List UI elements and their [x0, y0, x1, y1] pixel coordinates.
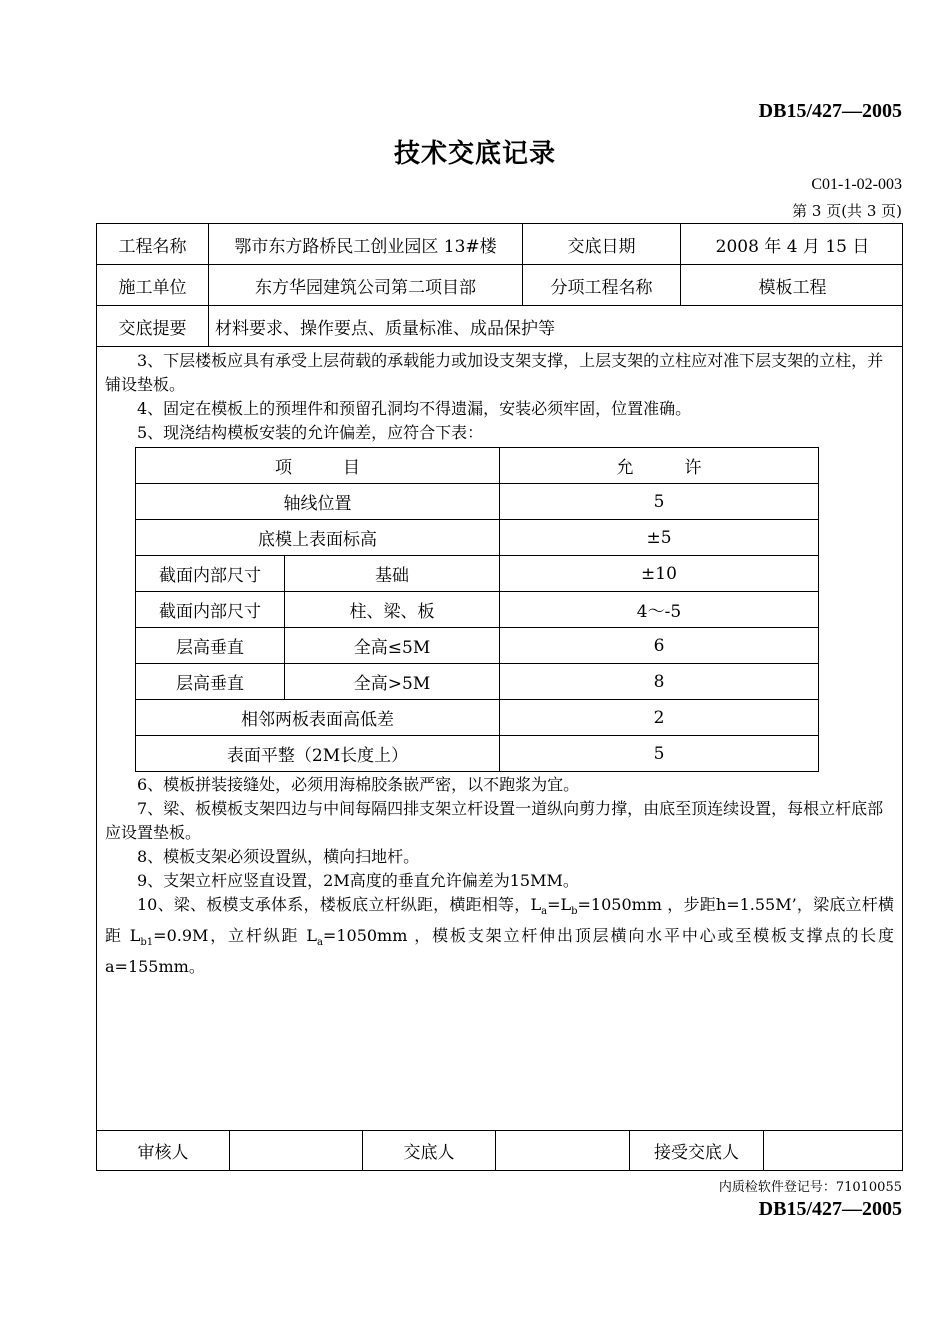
row-sub: 柱、梁、板 — [285, 592, 500, 628]
row-item: 截面内部尺寸 — [136, 556, 285, 592]
row-item: 层高垂直 — [136, 628, 285, 664]
page-title: 技术交底记录 — [393, 139, 556, 169]
content-lower — [105, 773, 894, 979]
table-row — [136, 628, 819, 664]
subproject-label: 分项工程名称 — [523, 265, 681, 305]
table-header-row — [136, 448, 819, 484]
header-item: 项 目 — [136, 448, 500, 484]
row-item: 相邻两板表面高低差 — [136, 700, 500, 736]
table-row — [136, 664, 819, 700]
project-name-label: 工程名称 — [97, 224, 209, 264]
info-row-project — [97, 224, 902, 265]
receiver-field[interactable] — [764, 1131, 904, 1170]
discloser-field[interactable] — [496, 1131, 630, 1170]
header-allow: 允 许 — [500, 448, 819, 484]
summary-value: 材料要求、操作要点、质量标准、成品保护等 — [215, 318, 555, 339]
paragraph-8: 8、模板支架必须设置纵，横向扫地杆。 — [137, 847, 420, 866]
table-row — [136, 592, 819, 628]
table-row — [136, 556, 819, 592]
tolerance-table — [135, 447, 819, 772]
reviewer-field[interactable] — [230, 1131, 363, 1170]
row-item: 表面平整（2M长度上） — [136, 736, 500, 772]
project-name-value: 鄂市东方路桥民工创业园区 13#楼 — [209, 224, 523, 264]
row-item: 底模上表面标高 — [136, 520, 500, 556]
paragraph-4: 4、固定在模板上的预埋件和预留孔洞均不得遗漏，安装必须牢固，位置准确。 — [137, 399, 692, 418]
paragraph-5: 5、现浇结构模板安装的允许偏差，应符合下表： — [137, 423, 484, 442]
paragraph-10: 10、梁、板模支承体系，楼板底立杆纵距，横距相等，$L_a=L_b=1050mm$ ，步距h=1.55M’，梁底立杆横距 $L_{b1}=0.9M$，立杆纵距 $L_a=1050mm$ ，模板支架立杆伸出顶层横向水平中心或至模板支撑点的长度 a=155mm。 — [105, 895, 895, 977]
date-value: 2008 年 4 月 15 日 — [715, 236, 870, 257]
paragraph-9: 9、支架立杆应竖直设置，2M高度的垂直允许偏差为15MM。 — [137, 871, 579, 890]
info-row-unit — [97, 265, 902, 306]
table-row — [136, 484, 819, 520]
discloser-label: 交底人 — [363, 1131, 496, 1170]
unit-value: 东方华园建筑公司第二项目部 — [209, 265, 523, 305]
paragraph-7: 7、梁、板模板支架四边与中间每隔四排支架立杆设置一道纵向剪力撑，由底至顶连续设置，每根立杆底部应设置垫板。 — [105, 799, 884, 842]
standard-number-footer: DB15/427—2005 — [758, 1198, 902, 1220]
reviewer-label: 审核人 — [97, 1131, 230, 1170]
row-allow: ±10 — [500, 556, 819, 592]
table-row — [136, 736, 819, 772]
content-upper — [105, 349, 894, 445]
row-sub: 基础 — [285, 556, 500, 592]
standard-number: DB15/427—2005 — [758, 100, 902, 122]
date-label: 交底日期 — [523, 224, 681, 264]
info-row-summary — [97, 306, 902, 347]
table-row — [136, 520, 819, 556]
row-allow: 5 — [500, 736, 819, 772]
summary-label: 交底提要 — [97, 306, 209, 346]
row-item: 截面内部尺寸 — [136, 592, 285, 628]
row-allow: 4～-5 — [500, 592, 819, 628]
receiver-label: 接受交底人 — [630, 1131, 764, 1170]
row-allow: 8 — [500, 664, 819, 700]
row-allow: 6 — [500, 628, 819, 664]
table-row — [136, 700, 819, 736]
page-number: 第 3 页(共 3 页) — [792, 202, 902, 220]
row-allow: ±5 — [500, 520, 819, 556]
row-allow: 5 — [500, 484, 819, 520]
row-allow: 2 — [500, 700, 819, 736]
row-item: 轴线位置 — [136, 484, 500, 520]
paragraph-3: 3、下层楼板应具有承受上层荷载的承载能力或加设支架支撑，上层支架的立柱应对准下层支架的立柱，并铺设垫板。 — [105, 351, 884, 394]
signature-row — [97, 1130, 902, 1170]
row-item: 层高垂直 — [136, 664, 285, 700]
row-sub: 全高>5M — [285, 664, 500, 700]
document-code: C01-1-02-003 — [811, 176, 902, 193]
unit-label: 施工单位 — [97, 265, 209, 305]
subproject-value: 模板工程 — [758, 277, 827, 298]
row-sub: 全高≤5M — [285, 628, 500, 664]
paragraph-6: 6、模板拼装接缝处，必须用海棉胶条嵌严密，以不跑浆为宜。 — [137, 775, 580, 794]
record-form — [96, 223, 903, 1171]
registration-number: 内质检软件登记号：71010055 — [718, 1180, 902, 1195]
